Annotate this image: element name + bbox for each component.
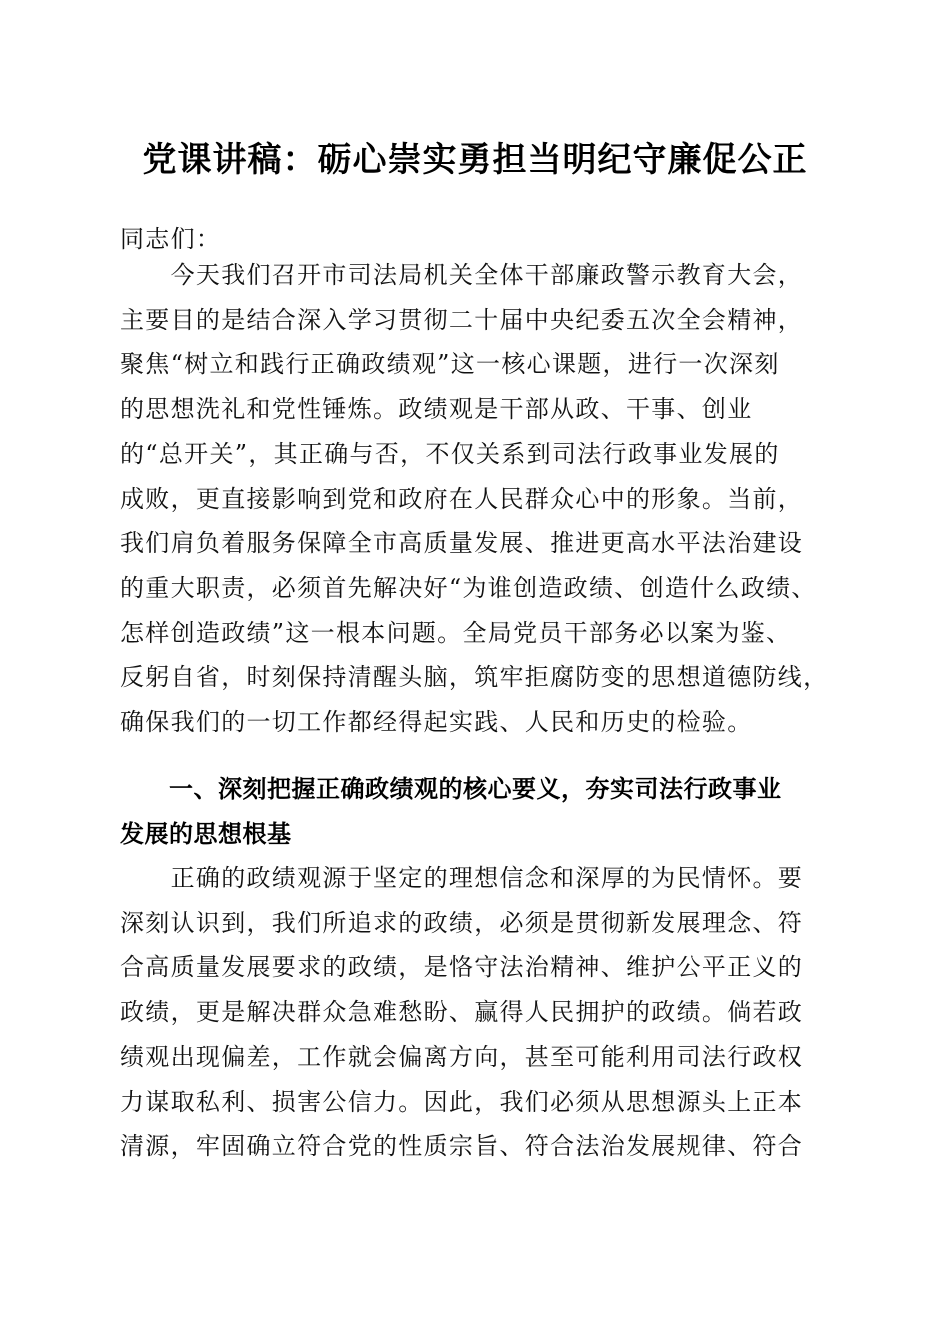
text-line: 深刻认识到，我们所追求的政绩，必须是贯彻新发展理念、符 [120,908,804,937]
heading-line: 发展的思想根基 [120,819,292,848]
text-line: 主要目的是结合深入学习贯彻二十届中央纪委五次全会精神， [120,305,804,334]
text-line: 我们肩负着服务保障全市高质量发展、推进更高水平法治建设 [120,529,804,558]
text-line: 合高质量发展要求的政绩，是恪守法治精神、维护公平正义的 [120,953,804,982]
text-line: 绩观出现偏差，工作就会偏离方向，甚至可能利用司法行政权 [120,1042,804,1071]
text-line: 正确的政绩观源于坚定的理想信念和深厚的为民情怀。要 [120,864,804,892]
paragraph-1 [120,253,840,745]
text-line: 政绩，更是解决群众急难愁盼、赢得人民拥护的政绩。倘若政 [120,998,804,1027]
text-line: 聚焦“树立和践行正确政绩观”这一核心课题，进行一次深刻 [120,350,780,379]
heading-line: 一、深刻把握正确政绩观的核心要义，夯实司法行政事业 [120,775,782,803]
document-title: 党课讲稿：砺心崇实勇担当明纪守廉促公正 [142,140,808,180]
text-line: 力谋取私利、损害公信力。因此，我们必须从思想源头上正本 [120,1087,804,1116]
text-line: 成败，更直接影响到党和政府在人民群众心中的形象。当前， [120,484,804,513]
salutation: 同志们： [120,225,222,253]
paragraph-2 [120,856,840,1169]
text-line: 确保我们的一切工作都经得起实践、人民和历史的检验。 [120,708,753,737]
text-line: 清源，牢固确立符合党的性质宗旨、符合法治发展规律、符合 [120,1132,804,1161]
text-line: 的重大职责，必须首先解决好“为谁创造政绩、创造什么政绩、 [120,573,817,602]
section-1-heading [120,767,840,856]
text-line: 的思想洗礼和党性锤炼。政绩观是干部从政、干事、创业 [120,395,753,424]
text-line: 的“总开关”，其正确与否，不仅关系到司法行政事业发展的 [120,439,780,468]
text-line: 怎样创造政绩”这一根本问题。全局党员干部务必以案为鉴、 [120,618,792,647]
text-line: 今天我们召开市司法局机关全体干部廉政警示教育大会， [120,261,804,289]
text-line: 反躬自省，时刻保持清醒头脑，筑牢拒腐防变的思想道德防线， [120,663,829,692]
